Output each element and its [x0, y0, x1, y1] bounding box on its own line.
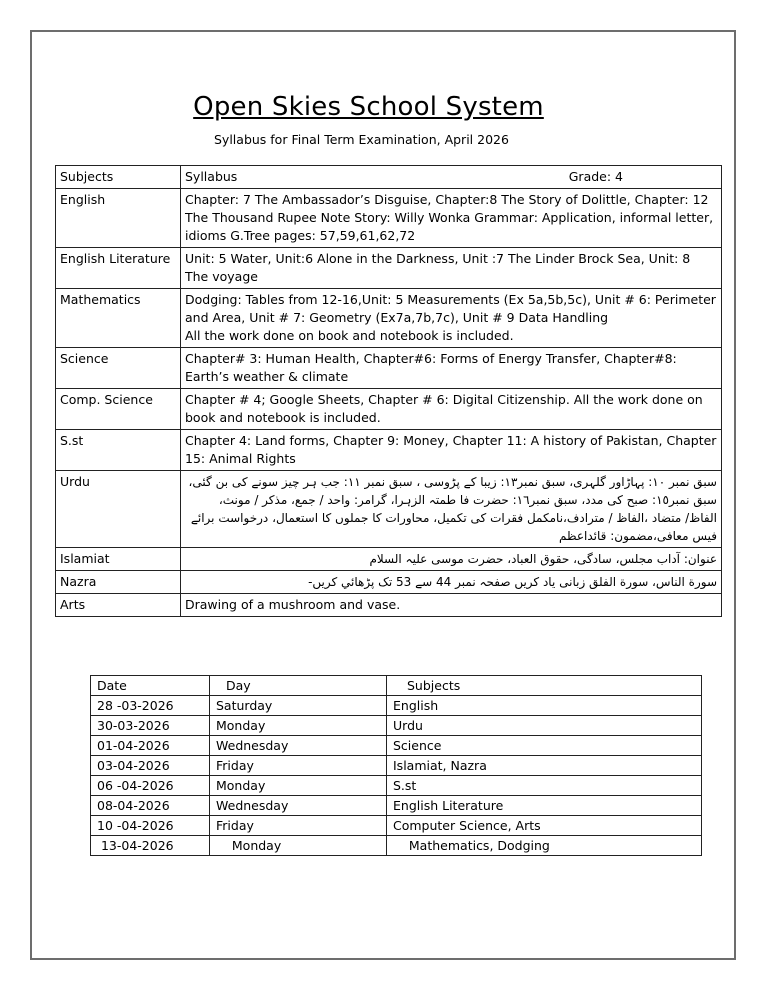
header-grade: Grade: 4	[568, 169, 623, 184]
syllabus-row-mathematics	[56, 289, 722, 348]
header-day	[210, 676, 387, 696]
syllabus-cell: عنوان: آداب مجلس، سادگی، حقوق العباد، حضرت موسی علیہ السلام	[181, 548, 722, 571]
table-row	[91, 756, 702, 776]
subject-cell: S.st	[56, 430, 181, 471]
date-cell: 30-03-2026	[91, 716, 210, 736]
syllabus-row-sst	[56, 430, 722, 471]
header-day-label: Day	[226, 677, 251, 693]
subjects-cell: Computer Science, Arts	[387, 816, 702, 836]
table-row	[91, 776, 702, 796]
subject-cell: Islamiat	[56, 548, 181, 571]
date-cell: 10 -04-2026	[91, 816, 210, 836]
subjects-cell: Mathematics, Dodging	[387, 836, 702, 856]
subjects-cell: Science	[387, 736, 702, 756]
subjects-cell: S.st	[387, 776, 702, 796]
day-cell: Monday	[210, 716, 387, 736]
subject-cell: Urdu	[56, 471, 181, 548]
syllabus-cell: Chapter# 3: Human Health, Chapter#6: Forms of Energy Transfer, Chapter#8: Earth’s weather & climate	[181, 348, 722, 389]
syllabus-row-english	[56, 189, 722, 248]
day-cell: Friday	[210, 756, 387, 776]
date-cell: 06 -04-2026	[91, 776, 210, 796]
date-cell: 08-04-2026	[91, 796, 210, 816]
header-subjects: Subjects	[56, 166, 181, 189]
header-subjects	[387, 676, 702, 696]
syllabus-table	[55, 165, 722, 617]
subject-cell: Mathematics	[56, 289, 181, 348]
header-subjects-label: Subjects	[407, 677, 461, 693]
day-cell: Friday	[210, 816, 387, 836]
schedule-table	[90, 675, 702, 856]
date-cell: 03-04-2026	[91, 756, 210, 776]
syllabus-cell: Chapter: 7 The Ambassador’s Disguise, Chapter:8 The Story of Dolittle, Chapter: 12 The Thousand Rupee Note Story: Willy Wonka Grammar: Application, informal letter, idioms G.Tree pages: 57,59,61,62,72	[181, 189, 722, 248]
table-row	[91, 736, 702, 756]
syllabus-row-arts	[56, 594, 722, 617]
table-row	[91, 796, 702, 816]
page-title: Open Skies School System	[193, 92, 544, 122]
syllabus-row-urdu	[56, 471, 722, 548]
table-row	[91, 696, 702, 716]
syllabus-row-science	[56, 348, 722, 389]
subjects-cell: Islamiat, Nazra	[387, 756, 702, 776]
syllabus-cell: Chapter # 4; Google Sheets, Chapter # 6: Digital Citizenship. All the work done on book and notebook is included.	[181, 389, 722, 430]
table-row	[91, 716, 702, 736]
syllabus-row-islamiat	[56, 548, 722, 571]
syllabus-row-english-literature	[56, 248, 722, 289]
syllabus-row-nazra	[56, 571, 722, 594]
day-cell: Monday	[210, 836, 387, 856]
table-row	[91, 816, 702, 836]
subject-cell: Nazra	[56, 571, 181, 594]
day-cell: Saturday	[210, 696, 387, 716]
day-cell: Wednesday	[210, 736, 387, 756]
subject-cell: Arts	[56, 594, 181, 617]
date-cell: 13-04-2026	[91, 836, 210, 856]
syllabus-cell: سبق نمبر ١٠: پہاڑاور گلہری، سبق نمبر١٣: زیبا کے پڑوسی ، سبق نمبر ١١: جب ہر چیز سونے کی بن گئی، سبق نمبر١٥: صبح کی مدد، سبق نمبر١٦: حضرت فا طمتہ الزہرا، گرامر: واحد / جمع، مذکر / مونث، الفاظ/ متضاد ،الفاظ / مترادف،نامکمل فقرات کی تکمیل، محاورات کا جملوں کا استعمال، درخواست برائے فیس معافی،مضمون: قائداعظم	[181, 471, 722, 548]
subjects-cell: English	[387, 696, 702, 716]
header-syllabus-cell	[181, 166, 722, 189]
syllabus-row-comp-science	[56, 389, 722, 430]
day-cell: Monday	[210, 776, 387, 796]
header-syllabus: Syllabus	[185, 169, 238, 184]
date-cell: 28 -03-2026	[91, 696, 210, 716]
schedule-header-row	[91, 676, 702, 696]
date-cell: 01-04-2026	[91, 736, 210, 756]
table-row	[91, 836, 702, 856]
subjects-cell: Urdu	[387, 716, 702, 736]
syllabus-cell	[181, 289, 722, 348]
page-subtitle: Syllabus for Final Term Examination, April 2026	[214, 132, 509, 147]
subject-cell: Comp. Science	[56, 389, 181, 430]
syllabus-text: Dodging: Tables from 12-16,Unit: 5 Measurements (Ex 5a,5b,5c), Unit # 6: Perimeter and Area, Unit # 7: Geometry (Ex7a,7b,7c), Unit # 9 Data Handling	[185, 292, 716, 325]
subject-cell: English	[56, 189, 181, 248]
subjects-cell: English Literature	[387, 796, 702, 816]
subject-cell: Science	[56, 348, 181, 389]
subject-cell: English Literature	[56, 248, 181, 289]
header-date: Date	[91, 676, 210, 696]
syllabus-cell: سورة الناس، سورة الفلق زبانی یاد کریں صفحہ نمبر 44 سے 53 تک پڑھائي کریں-	[181, 571, 722, 594]
syllabus-note: All the work done on book and notebook is included.	[185, 328, 514, 343]
syllabus-cell: Unit: 5 Water, Unit:6 Alone in the Darkness, Unit :7 The Linder Brock Sea, Unit: 8 The voyage	[181, 248, 722, 289]
syllabus-cell: Drawing of a mushroom and vase.	[181, 594, 722, 617]
syllabus-header-row	[56, 166, 722, 189]
day-cell: Wednesday	[210, 796, 387, 816]
syllabus-cell: Chapter 4: Land forms, Chapter 9: Money, Chapter 11: A history of Pakistan, Chapter 15: Animal Rights	[181, 430, 722, 471]
